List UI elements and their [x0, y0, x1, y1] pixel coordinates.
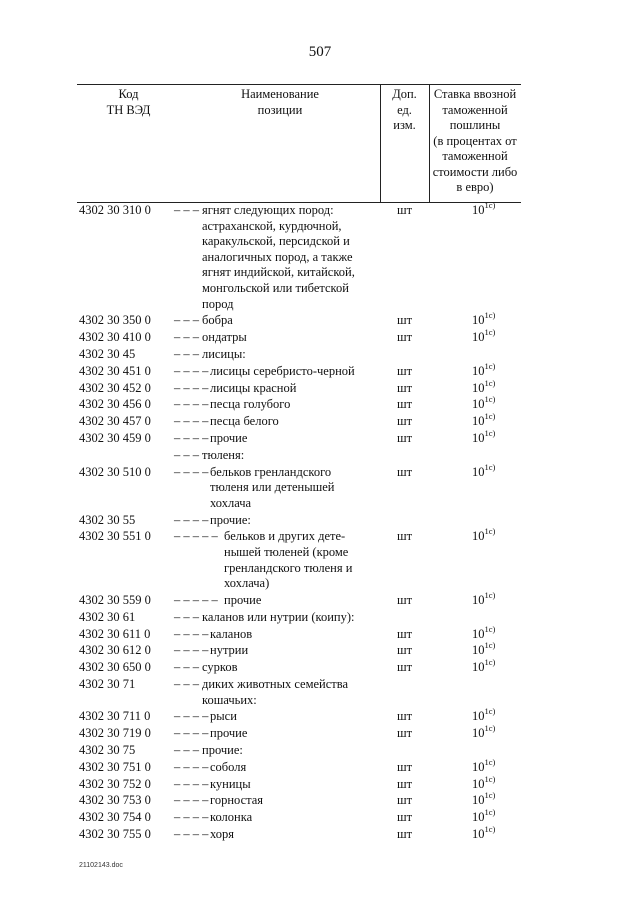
header-name: Наименование позиции — [241, 87, 319, 117]
row-rate-value: 10 — [472, 709, 485, 724]
row-indent-dashes: – – – — [174, 660, 199, 675]
row-indent-dashes: – – – – — [174, 726, 209, 741]
row-description: лисицы красной — [210, 380, 297, 395]
row-indent-dashes: – – – – — [174, 793, 209, 808]
row-description: нутрии — [210, 643, 249, 658]
row-indent-dashes: – – – — [174, 609, 199, 624]
row-rate-value: 10 — [472, 726, 485, 741]
row-indent-dashes: – – – — [174, 313, 199, 328]
row-unit: шт — [397, 380, 413, 395]
row-description: хоря — [210, 827, 235, 841]
row-indent-dashes: – – – — [174, 347, 199, 361]
row-rate-note: 1с) — [484, 773, 496, 784]
row-duty-rate — [472, 657, 496, 677]
row-unit: шт — [397, 726, 413, 741]
row-indent-dashes: – – – — [174, 447, 199, 462]
row-rate-value: 10 — [472, 203, 485, 217]
row-rate-value: 10 — [472, 626, 485, 641]
row-indent-dashes: – – – – — [174, 380, 209, 395]
row-code: 4302 30 55 — [79, 512, 136, 527]
row-description: тюленя: — [202, 447, 245, 462]
row-code: 4302 30 752 0 — [79, 776, 151, 791]
row-code: 4302 30 719 0 — [79, 726, 151, 741]
row-rate-note: 1с) — [484, 327, 496, 338]
row-indent-dashes: – – – — [174, 330, 199, 345]
row-unit: шт — [397, 593, 413, 607]
row-code: 4302 30 452 0 — [79, 380, 151, 395]
header-rate: Ставка ввозной таможенной пошлины (в процентах от таможенной стоимости либо в евро) — [432, 87, 518, 194]
row-description: диких животных семейства кошачьих: — [202, 677, 349, 707]
row-code: 4302 30 559 0 — [79, 593, 151, 607]
row-unit: шт — [397, 643, 413, 658]
row-rate-value: 10 — [472, 330, 485, 345]
row-code: 4302 30 754 0 — [79, 810, 151, 825]
row-code: 4302 30 61 — [79, 609, 136, 624]
row-code: 4302 30 510 0 — [79, 464, 151, 479]
row-code: 4302 30 75 — [79, 743, 136, 757]
row-indent-dashes: – – – – — [174, 431, 209, 445]
row-code: 4302 30 755 0 — [79, 827, 151, 841]
row-unit: шт — [397, 776, 413, 791]
row-unit: шт — [397, 203, 413, 217]
row-indent-dashes: – – – – — [174, 512, 209, 527]
row-indent-dashes: – – – — [174, 203, 199, 217]
row-rate-note: 1с) — [484, 310, 496, 321]
row-description: бельков гренландского тюленя или детенышей хохлача — [210, 464, 335, 510]
row-rate-note: 1с) — [484, 590, 496, 600]
row-description: каланов или нутрии (коипу): — [202, 609, 355, 624]
row-unit: шт — [397, 397, 413, 412]
row-rate-note: 1с) — [484, 657, 496, 668]
row-duty-rate — [472, 723, 496, 743]
row-unit: шт — [397, 313, 413, 328]
row-duty-rate — [472, 200, 496, 220]
row-code: 4302 30 457 0 — [79, 414, 151, 429]
row-description: сурков — [202, 660, 238, 675]
row-indent-dashes: – – – – — [174, 827, 209, 841]
row-unit: шт — [397, 363, 413, 378]
row-indent-dashes: – – – – — [174, 414, 209, 429]
row-rate-value: 10 — [472, 431, 485, 445]
row-duty-rate — [472, 590, 496, 610]
row-description: куницы — [210, 776, 251, 791]
row-duty-rate — [472, 824, 496, 844]
row-unit: шт — [397, 431, 413, 445]
row-unit: шт — [397, 827, 413, 841]
row-indent-dashes: – – – – — [174, 776, 209, 791]
row-rate-value: 10 — [472, 397, 485, 412]
row-indent-dashes: – – – – — [174, 363, 209, 378]
row-rate-value: 10 — [472, 793, 485, 808]
row-rate-note: 1с) — [484, 411, 496, 422]
row-description: песца белого — [210, 414, 279, 429]
row-description: каланов — [210, 626, 253, 641]
row-duty-rate — [472, 461, 496, 482]
row-unit: шт — [397, 759, 413, 774]
row-rate-value: 10 — [472, 643, 485, 658]
page-number: 507 — [308, 44, 332, 60]
row-unit: шт — [397, 626, 413, 641]
row-description: бобра — [202, 313, 233, 328]
row-description: бельков и других дете- нышей тюленей (кроме гренландского тюленя и хохлача) — [224, 529, 353, 591]
row-rate-note: 1с) — [484, 360, 496, 371]
row-description: прочие: — [210, 512, 251, 527]
row-unit: шт — [397, 660, 413, 675]
row-code: 4302 30 71 — [79, 677, 136, 691]
row-duty-rate — [472, 428, 496, 448]
row-code: 4302 30 459 0 — [79, 431, 151, 445]
row-description: прочие: — [202, 743, 243, 757]
row-indent-dashes: – – – – — [174, 397, 209, 412]
row-unit: шт — [397, 529, 413, 544]
row-description: рыси — [210, 709, 237, 724]
row-description: соболя — [210, 759, 247, 774]
row-rate-note: 1с) — [484, 723, 496, 734]
row-indent-dashes: – – – – — [174, 709, 209, 724]
row-code: 4302 30 751 0 — [79, 759, 151, 774]
row-rate-note: 1с) — [484, 640, 496, 651]
row-rate-value: 10 — [472, 776, 485, 791]
row-indent-dashes: – – – – — [174, 759, 209, 774]
row-rate-note: 1с) — [484, 428, 496, 438]
row-rate-value: 10 — [472, 810, 485, 825]
header-code: Код ТН ВЭД — [106, 87, 151, 117]
row-rate-note: 1с) — [484, 377, 496, 388]
footer-filename: 21102143.doc — [79, 862, 123, 869]
row-rate-note: 1с) — [484, 394, 496, 405]
row-description: лисицы: — [202, 347, 246, 361]
row-rate-value: 10 — [472, 660, 485, 675]
row-unit: шт — [397, 330, 413, 345]
row-rate-value: 10 — [472, 529, 485, 544]
row-indent-dashes: – – – – — [174, 643, 209, 658]
row-rate-value: 10 — [472, 414, 485, 429]
row-code: 4302 30 45 — [79, 347, 136, 361]
row-code: 4302 30 650 0 — [79, 660, 151, 675]
row-indent-dashes: – – – – — [174, 810, 209, 825]
row-code: 4302 30 410 0 — [79, 330, 151, 345]
row-description: лисицы серебристо-черной — [210, 363, 355, 378]
row-code: 4302 30 711 0 — [79, 709, 151, 724]
row-code: 4302 30 456 0 — [79, 397, 151, 412]
row-description: ягнят следующих пород: астраханской, курдючной, каракульской, персидской и аналогичных пород, а также ягнят индийской, китайской, монгольской или тибетской пород — [202, 203, 355, 311]
row-description: прочие — [210, 726, 248, 741]
row-rate-note: 1с) — [484, 623, 496, 634]
row-code: 4302 30 551 0 — [79, 529, 151, 544]
row-duty-rate — [472, 327, 496, 347]
row-rate-value: 10 — [472, 593, 485, 607]
row-indent-dashes: – – – — [174, 743, 199, 757]
row-code: 4302 30 753 0 — [79, 793, 151, 808]
row-indent-dashes: – – – — [174, 677, 199, 691]
row-rate-value: 10 — [472, 759, 485, 774]
row-code: 4302 30 611 0 — [79, 626, 151, 641]
row-rate-value: 10 — [472, 464, 485, 479]
row-description: прочие — [224, 593, 262, 607]
row-code: 4302 30 350 0 — [79, 313, 151, 328]
header-unit: Доп. ед. изм. — [392, 87, 417, 132]
row-indent-dashes: – – – – – — [174, 593, 218, 607]
row-rate-note: 1с) — [484, 824, 496, 834]
row-duty-rate — [472, 526, 496, 546]
row-rate-note: 1с) — [484, 790, 496, 801]
row-rate-note: 1с) — [484, 756, 496, 767]
row-description: горностая — [210, 793, 264, 808]
row-rate-value: 10 — [472, 380, 485, 395]
row-rate-note: 1с) — [484, 526, 496, 537]
row-indent-dashes: – – – – — [174, 464, 209, 479]
row-description: песца голубого — [210, 397, 291, 412]
table-header — [77, 84, 521, 203]
row-rate-note: 1с) — [484, 461, 496, 472]
row-unit: шт — [397, 464, 413, 479]
row-unit: шт — [397, 414, 413, 429]
row-rate-note: 1с) — [484, 807, 496, 818]
row-code: 4302 30 612 0 — [79, 643, 151, 658]
row-rate-value: 10 — [472, 827, 485, 841]
row-rate-value: 10 — [472, 313, 485, 328]
row-unit: шт — [397, 709, 413, 724]
row-indent-dashes: – – – – – — [174, 529, 218, 544]
row-description: прочие — [210, 431, 248, 445]
row-code: 4302 30 451 0 — [79, 363, 151, 378]
row-unit: шт — [397, 810, 413, 825]
row-rate-note: 1с) — [484, 706, 496, 717]
row-rate-value: 10 — [472, 363, 485, 378]
row-indent-dashes: – – – – — [174, 626, 209, 641]
row-description: колонка — [210, 810, 253, 825]
row-code: 4302 30 310 0 — [79, 203, 151, 217]
row-rate-note: 1с) — [484, 200, 496, 210]
row-unit: шт — [397, 793, 413, 808]
row-description: ондатры — [202, 330, 247, 345]
